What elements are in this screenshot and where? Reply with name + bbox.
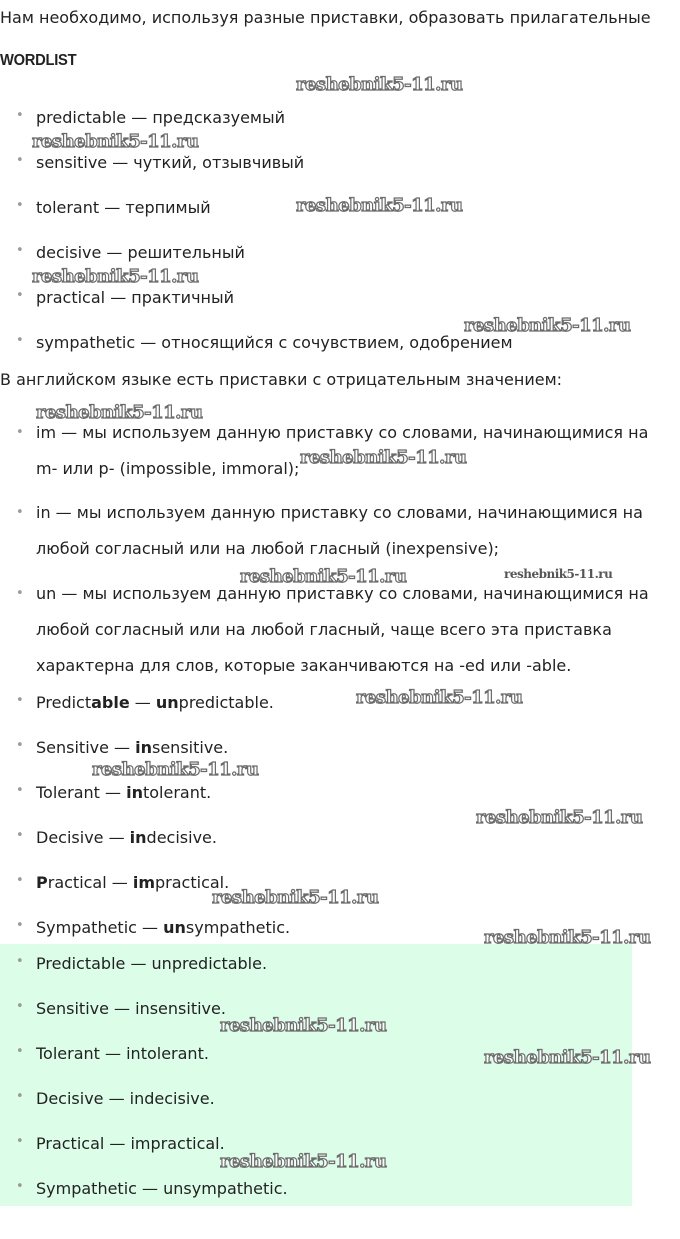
answer-item: • Practical — impractical. (36, 1134, 225, 1153)
rule-line: любой согласный или на любой гласный, чаще всего эта приставка (36, 620, 612, 639)
answer-item: • Decisive — indecisive. (36, 1089, 215, 1108)
answer-item: • Sensitive — insensitive. (36, 999, 226, 1018)
rule-line: характерна для слов, которые заканчиваются на -ed или -able. (36, 656, 572, 675)
answer-item: • Predictable — unpredictable. (36, 954, 267, 973)
wordlist-item: • sensitive — чуткий, отзывчивый (36, 153, 304, 172)
answer-item: • Tolerant — intolerant. (36, 1044, 209, 1063)
rule-line: • im — мы используем данную приставку со словами, начинающимися на (36, 423, 649, 442)
watermark: reshebnik5-11.ru (220, 1151, 387, 1172)
watermark: reshebnik5-11.ru (296, 74, 463, 95)
intro-text: Нам необходимо, используя разные приставки, образовать прилагательные (0, 8, 651, 27)
example-item: • Decisive — indecisive. (36, 828, 217, 847)
rule-line: любой согласный или на любой гласный (inexpensive); (36, 539, 500, 558)
wordlist-item: • sympathetic — относящийся с сочувствием, одобрением (36, 333, 513, 352)
watermark: reshebnik5-11.ru (32, 266, 199, 287)
watermark: reshebnik5-11.ru (32, 131, 199, 152)
watermark: reshebnik5-11.ru (220, 1015, 387, 1036)
example-item: • Sensitive — insensitive. (36, 738, 228, 757)
answer-item: • Sympathetic — unsympathetic. (36, 1179, 288, 1198)
example-item: • Sympathetic — unsympathetic. (36, 918, 290, 937)
watermark: reshebnik5-11.ru (504, 567, 613, 581)
prefix-rule-in (36, 495, 666, 567)
watermark: reshebnik5-11.ru (212, 887, 379, 908)
wordlist-item: • practical — практичный (36, 288, 234, 307)
wordlist-item: • tolerant — терпимый (36, 198, 211, 217)
example-item: • Practical — impractical. (36, 873, 229, 892)
rule-line: • in — мы используем данную приставку со словами, начинающимися на (36, 503, 643, 522)
rule-line: • un — мы используем данную приставку со словами, начинающимися на (36, 584, 649, 603)
watermark: reshebnik5-11.ru (92, 759, 259, 780)
prefix-rule-un (36, 576, 666, 684)
wordlist-heading: WORDLIST (0, 52, 77, 69)
watermark: reshebnik5-11.ru (300, 447, 467, 468)
watermark: reshebnik5-11.ru (36, 402, 203, 423)
example-item: • Tolerant — intolerant. (36, 783, 211, 802)
rule-line: m- или p- (impossible, immoral); (36, 459, 300, 478)
prefix-intro: В английском языке есть приставки с отрицательным значением: (0, 370, 563, 389)
watermark: reshebnik5-11.ru (464, 315, 631, 336)
watermark: reshebnik5-11.ru (240, 566, 407, 587)
watermark: reshebnik5-11.ru (484, 1047, 651, 1068)
wordlist-item: • decisive — решительный (36, 243, 245, 262)
watermark: reshebnik5-11.ru (484, 927, 651, 948)
watermark: reshebnik5-11.ru (296, 195, 463, 216)
watermark: reshebnik5-11.ru (356, 687, 523, 708)
watermark: reshebnik5-11.ru (476, 807, 643, 828)
example-item: • Predictable — unpredictable. (36, 693, 274, 712)
wordlist-item: • predictable — предсказуемый (36, 108, 285, 127)
